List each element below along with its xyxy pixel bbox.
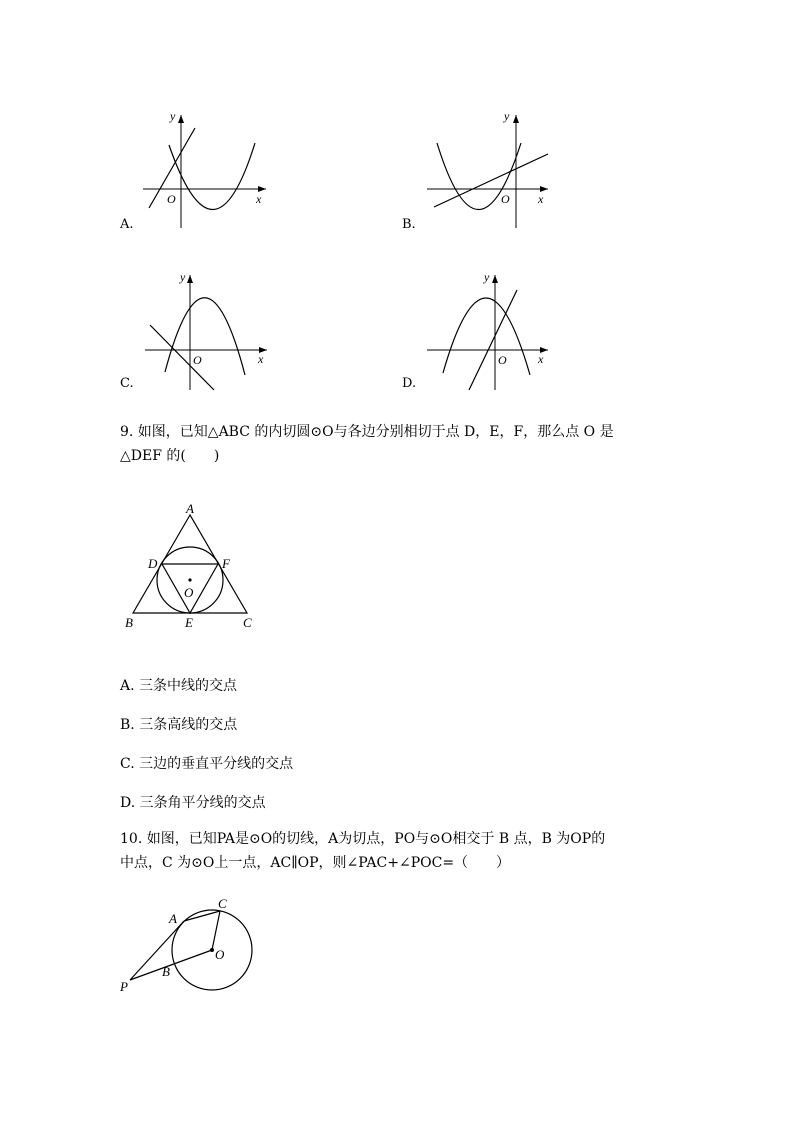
point-d-label: D [148, 556, 158, 571]
point-e-label: E [185, 615, 193, 630]
y-axis-label: y [180, 270, 186, 284]
q9-option-c: C. 三边的垂直平分线的交点 [120, 756, 294, 772]
point-o-label: O [184, 585, 194, 600]
origin-label: O [501, 192, 510, 206]
q9-option-d: D. 三条角平分线的交点 [120, 795, 266, 811]
y-axis-label: y [170, 109, 176, 123]
figure-q9 [118, 495, 268, 635]
question-10-line-1: 10. 如图，已知PA是⊙O的切线，A为切点，PO与⊙O相交于 B 点，B 为OP的 [120, 831, 606, 847]
point-a-label: A [169, 911, 177, 926]
question-9-line-2: △DEF 的( ) [120, 448, 220, 464]
point-a-label: A [186, 501, 194, 516]
x-axis-label: x [538, 192, 544, 206]
point-c-label: C [218, 896, 227, 911]
q9-option-a: A. 三条中线的交点 [120, 678, 238, 694]
option-d-label: D. [402, 376, 417, 391]
point-o-label: O [215, 947, 225, 962]
y-axis-label: y [504, 109, 510, 123]
option-b-label: B. [402, 217, 416, 232]
q9-option-b: B. 三条高线的交点 [120, 717, 238, 733]
figure-q10 [115, 890, 265, 1000]
origin-label: O [167, 192, 176, 206]
x-axis-label: x [538, 352, 544, 366]
question-9-line-1: 9. 如图，已知△ABC 的内切圆⊙O与各边分别相切于点 D，E，F，那么点 O 是 [120, 424, 614, 440]
origin-label: O [193, 353, 202, 367]
point-b-label: B [162, 964, 170, 979]
point-b-label: B [125, 615, 133, 630]
graph-a [140, 108, 280, 233]
graph-c [140, 268, 280, 393]
point-c-label: C [243, 615, 252, 630]
point-p-label: P [120, 979, 128, 994]
option-c-label: C. [120, 376, 134, 391]
y-axis-label: y [484, 270, 490, 284]
graph-d [422, 268, 562, 393]
point-f-label: F [222, 556, 230, 571]
origin-label: O [498, 353, 507, 367]
x-axis-label: x [256, 192, 262, 206]
question-10-line-2: 中点，C 为⊙O上一点，AC∥OP，则∠PAC+∠POC=（ ） [120, 855, 511, 871]
graph-b [422, 108, 562, 233]
x-axis-label: x [258, 352, 264, 366]
option-a-label: A. [120, 217, 134, 232]
